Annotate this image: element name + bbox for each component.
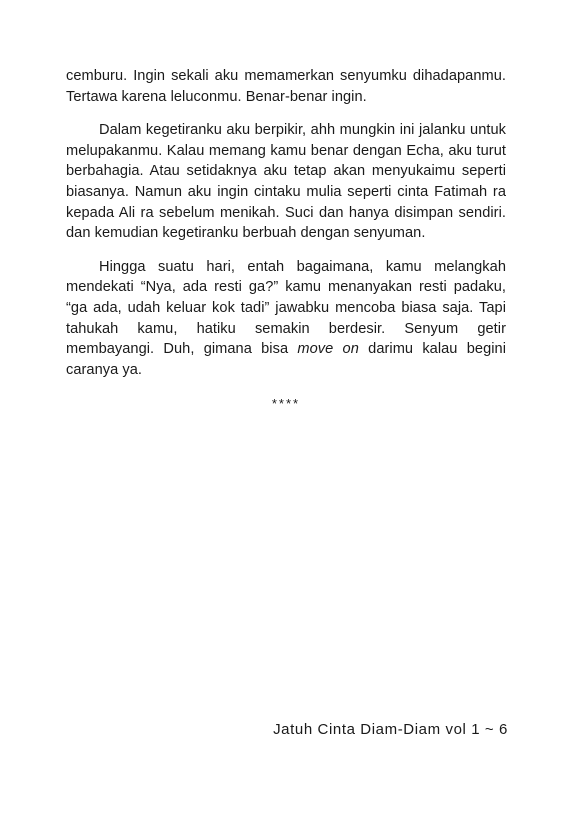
- page-body: [66, 66, 506, 414]
- paragraph-3-text-end: darimu kalau begini caranya ya.: [66, 341, 506, 378]
- paragraph-3: [66, 257, 506, 381]
- paragraph-3-text-start: Hingga suatu hari, entah bagaimana, kamu melangkah mendekati “Nya, ada resti ga?” kamu menanyakan resti padaku, “ga ada, udah keluar kok tadi” jawabku mencoba biasa saja. Tapi tahukah kamu, hatiku semakin berdesir. Senyum getir membayangi. Duh, gimana bisa: [66, 258, 506, 358]
- italic-phrase: move on: [297, 341, 359, 358]
- page-footer: Jatuh Cinta Diam-Diam vol 1 ~ 6: [273, 721, 508, 738]
- paragraph-1: cemburu. Ingin sekali aku memamerkan senyumku dihadapanmu. Tertawa karena leluconmu. Benar-benar ingin.: [66, 68, 506, 105]
- section-separator: ****: [271, 396, 301, 412]
- paragraph-2: Dalam kegetiranku aku berpikir, ahh mungkin ini jalanku untuk melupakanmu. Kalau memang kamu benar dengan Echa, aku turut berbahagia. Atau setidaknya aku tetap akan menyukaimu seperti biasanya. Namun aku ingin cintaku mulia seperti cinta Fatimah ra kepada Ali ra sebelum menikah. Suci dan hanya disimpan sendiri. dan kemudian kegetiranku berbuah dengan senyuman.: [66, 122, 506, 242]
